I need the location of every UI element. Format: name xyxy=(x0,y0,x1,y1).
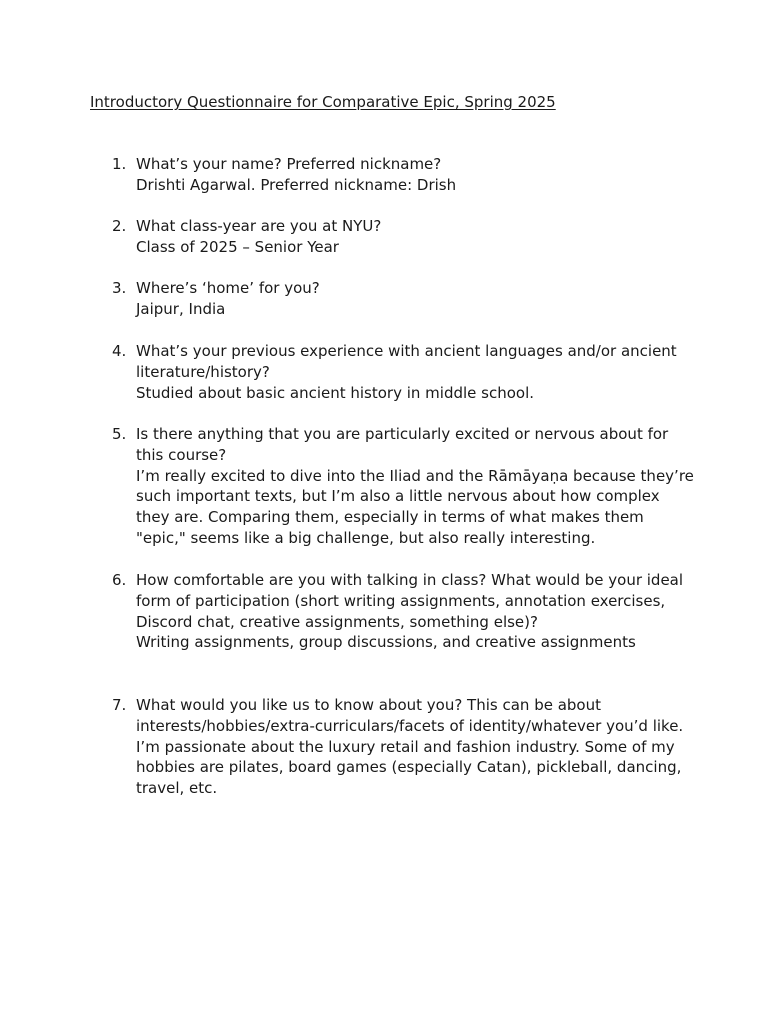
question-number: 4. xyxy=(112,342,127,360)
answer-text: Drishti Agarwal. Preferred nickname: Drish xyxy=(136,175,457,194)
question-number: 1. xyxy=(112,155,127,173)
question-number: 2. xyxy=(112,217,127,235)
document-title: Introductory Questionnaire for Comparative Epic, Spring 2025 xyxy=(90,93,556,111)
question-text: What’s your previous experience with ancient languages and/or ancient literature/history? xyxy=(136,342,677,381)
answer-text: Writing assignments, group discussions, and creative assignments xyxy=(136,633,636,652)
question-text: What would you like us to know about you? This can be about interests/hobbies/extra-curriculars/facets of identity/whatever you’d like. xyxy=(136,696,684,735)
question-text: Where’s ‘home’ for you? xyxy=(136,279,320,297)
question-number: 3. xyxy=(112,279,127,297)
answer-text: I’m really excited to dive into the Iliad and the Rāmāyaṇa because they’re such important texts, but I’m also a little nervous about how complex they are. Comparing them, especially in terms of what makes them "epic," seems like a big challenge, but also really interesting. xyxy=(136,466,694,547)
answer-text: Studied about basic ancient history in middle school. xyxy=(136,383,535,402)
question-text: What class-year are you at NYU? xyxy=(136,217,382,235)
answer-text: Jaipur, India xyxy=(136,299,226,318)
question-text: How comfortable are you with talking in class? What would be your ideal form of participation (short writing assignments, annotation exercises, Discord chat, creative assignments, something else)? xyxy=(136,571,684,631)
question-text: Is there anything that you are particularly excited or nervous about for this course? xyxy=(136,425,669,464)
answer-text: I’m passionate about the luxury retail and fashion industry. Some of my hobbies are pilates, board games (especially Catan), pickleball, dancing, travel, etc. xyxy=(136,737,682,798)
question-text: What’s your name? Preferred nickname? xyxy=(136,155,442,173)
answer-text: Class of 2025 – Senior Year xyxy=(136,237,339,256)
question-number: 6. xyxy=(112,571,127,589)
question-number: 7. xyxy=(112,696,127,714)
question-number: 5. xyxy=(112,425,127,443)
